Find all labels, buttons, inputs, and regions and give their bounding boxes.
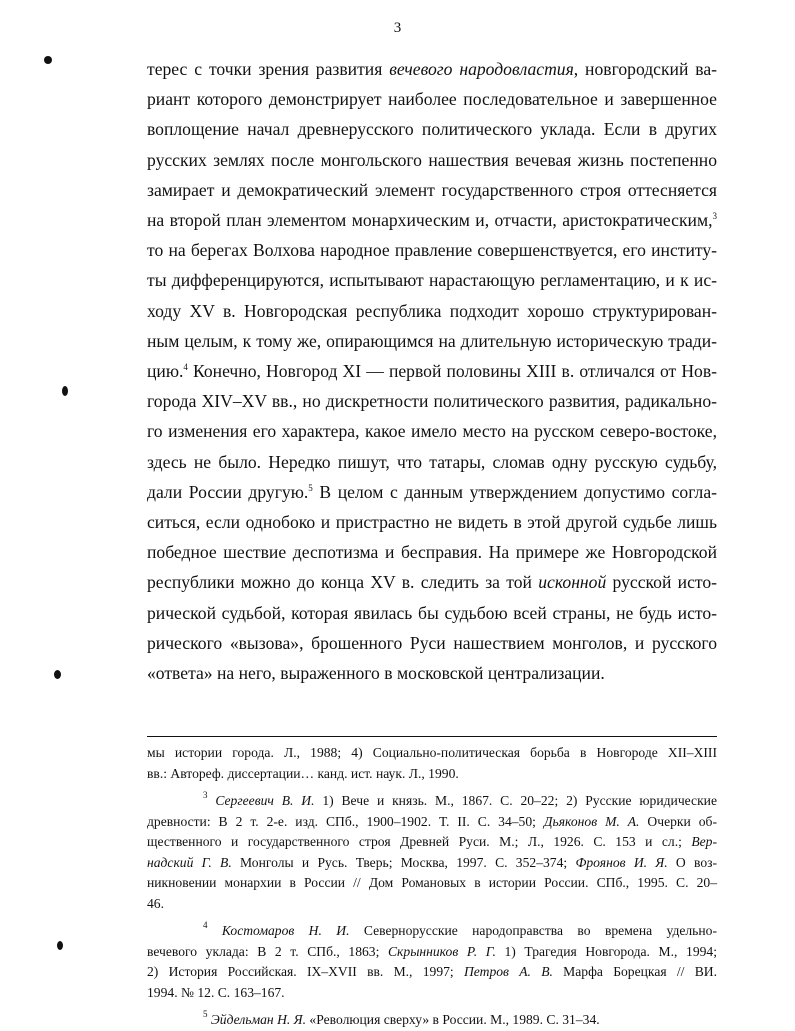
text-line: республики можно до конца XV в. следить за той исконной русской исто- [147,572,717,593]
text-line: победное шествие деспотизма и бесправия. На примере же Новгородской [147,542,717,563]
footnote-line: надский Г. В. Монголы и Русь. Тверь; Москва, 1997. С. 352–374; Фроянов И. Я. О воз- [147,854,718,870]
margin-mark [62,386,68,396]
margin-mark [57,941,63,950]
text-line: воплощение начал древнерусского политического уклада. Если в других [147,119,717,140]
text-line: ситься, если однобоко и пристрастно не видеть в этой другой судьбе лишь [147,512,717,533]
text-line: русских землях после монгольского нашествия вечевая жизнь постепенно [147,149,717,170]
text-line: города XIV–XV вв., но дискретности политического развития, радикально- [147,391,717,412]
footnote-rule [147,736,717,737]
footnote-line: 2) История Российская. IX–XVII вв. М., 1997; Петров А. В. Марфа Борецкая // ВИ. [147,964,717,979]
text-line: рического «вызова», брошенного Руси нашествием монголов, и русского [147,632,717,653]
footnote-line: 1994. № 12. С. 163–167. [147,984,285,1000]
footnote-line: никновении монархии в России // Дом Романовых в истории России. СПб., 1995. С. 20– [147,875,717,890]
text-line: ты дифференцируются, испытывают нарастающую регламентацию, и к ис- [147,270,717,291]
footnote-line: $^5$ Эйдельман Н. Я. «Революция сверху» в России. М., 1989. С. 31–34. [203,1009,600,1027]
text-line: здесь не было. Нередко пишут, что татары, сломав одну русскую судьбу, [147,451,717,472]
footnote-line: мы истории города. Л., 1988; 4) Социально-политическая борьба в Новгороде XII–XIII [147,745,717,760]
page-number: 3 [393,20,402,36]
footnote-line: 46. [147,895,164,911]
text-line: «ответа» на него, выраженного в московской централизации. [147,663,605,684]
text-line: цию.$^4$ Конечно, Новгород XI — первой половины XIII в. отличался от Нов- [147,361,717,382]
text-line: го изменения его характера, какое имело место на русском северо-востоке, [147,421,717,442]
text-line: ходу XV в. Новгородская республика подходит хорошо структурирован- [147,300,717,321]
text-line: то на берегах Волхова народное правление совершенствуется, его институ- [147,240,717,261]
text-line: на второй план элементом монархическим и, отчасти, аристократическим,$^3$ [147,210,717,231]
footnote-line: вв.: Автореф. диссертации… канд. ист. наук. Л., 1990. [147,765,459,781]
footnote-line: $^4$ Костомаров Н. И. Севернорусские народоправства во времена удельно- [203,920,717,938]
margin-mark [44,56,52,64]
text-line: рической судьбой, которая явилась бы судьбою всей страны, не будь исто- [147,602,717,623]
footnote-line: древности: В 2 т. 2-е. изд. СПб., 1900–1902. Т. II. С. 34–50; Дьяконов М. А. Очерки об- [147,813,717,829]
footnote-line: вечевого уклада: В 2 т. СПб., 1863; Скрынников Р. Г. 1) Трагедия Новгорода. М., 1994; [147,943,718,959]
margin-mark [54,670,61,679]
text-line: замирает и демократический элемент государственного строя оттесняется [147,179,717,200]
text-line: риант которого демонстрирует наиболее последовательное и завершенное [147,89,717,110]
text-line: дали России другую.$^5$ В целом с данным утверждением допустимо согла- [147,481,717,502]
footnote-line: $^3$ Сергеевич В. И. 1) Вече и князь. М., 1867. С. 20–22; 2) Русские юридические [203,790,717,808]
footnotes [147,743,717,1031]
footnote-line: щественного и государственного строя Древней Руси. М.; Л., 1926. С. 153 и сл.; Вер- [147,834,717,849]
main-paragraph [147,54,717,688]
text-line: терес с точки зрения развития вечевого народовластия, новгородский ва- [147,59,718,79]
text-line: ным целым, к тому же, опирающимся на длительную историческую тради- [147,330,717,351]
